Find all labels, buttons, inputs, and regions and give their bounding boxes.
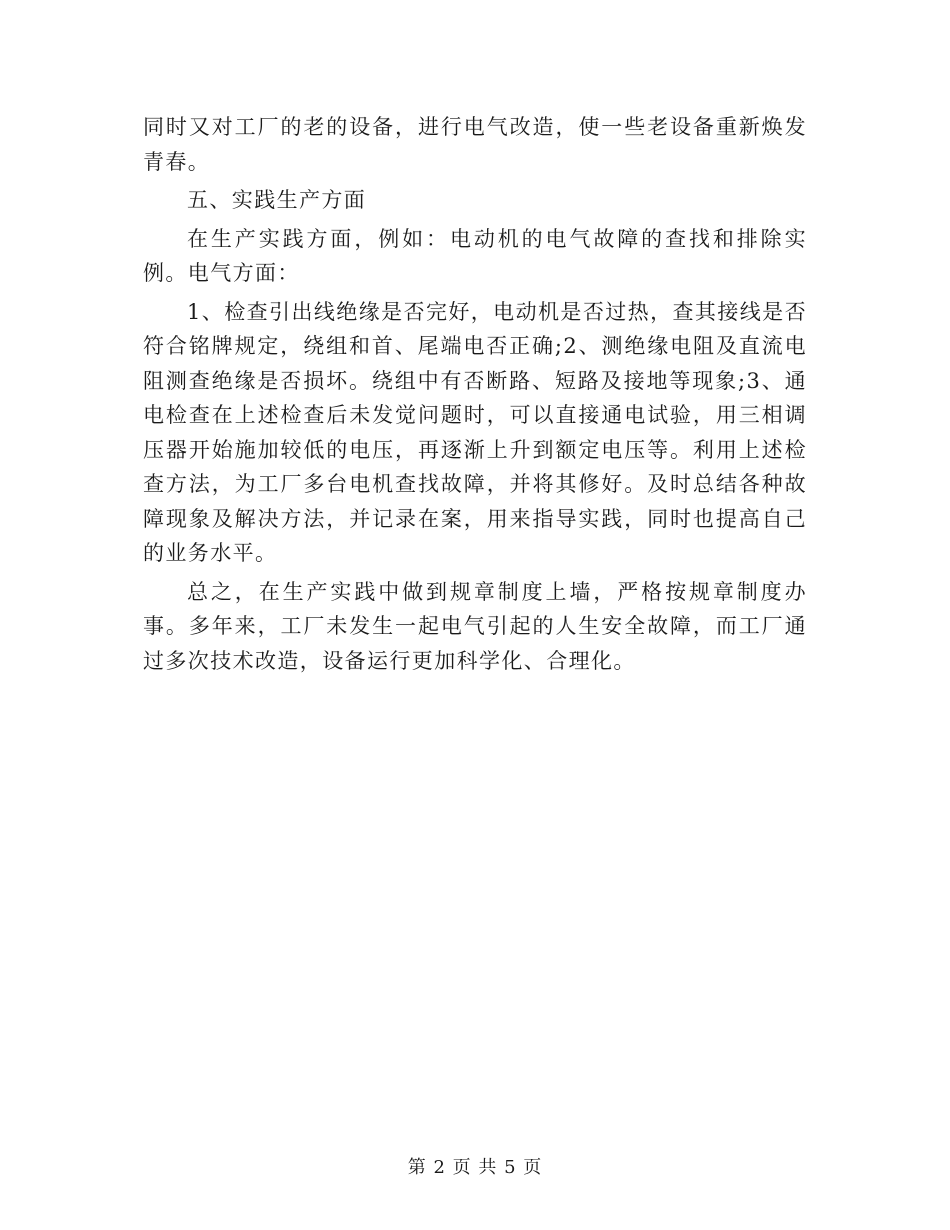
paragraph-inspection-steps: 1、检查引出线绝缘是否完好，电动机是否过热，查其接线是否符合铭牌规定，绕组和首、尾端电否正确;2、测绝缘电阻及直流电阻测查绝缘是否损坏。绕组中有否断路、短路及接地等现象;3、通电检查在上述检查后未发觉问题时，可以直接通电试验，用三相调压器开始施加较低的电压，再逐渐上升到额定电压等。利用上述检查方法，为工厂多台电机查找故障，并将其修好。及时总结各种故障现象及解决方法，并记录在案，用来指导实践，同时也提高自己的业务水平。 [143, 299, 807, 565]
page-number-label: 第 2 页 共 5 页 [407, 1157, 543, 1178]
section-heading-practice: 五、实践生产方面 [187, 188, 367, 212]
page-footer [0, 1153, 950, 1179]
paragraph-practice-intro: 在生产实践方面，例如：电动机的电气故障的查找和排除实例。电气方面： [143, 226, 807, 285]
paragraph-equipment-renovation: 同时又对工厂的老的设备，进行电气改造，使一些老设备重新焕发青春。 [143, 115, 807, 174]
paragraph-conclusion: 总之，在生产实践中做到规章制度上墙，严格按规章制度办事。多年来，工厂未发生一起电气引起的人生安全故障，而工厂通过多次技术改造，设备运行更加科学化、合理化。 [143, 579, 807, 673]
document-body [143, 110, 807, 682]
